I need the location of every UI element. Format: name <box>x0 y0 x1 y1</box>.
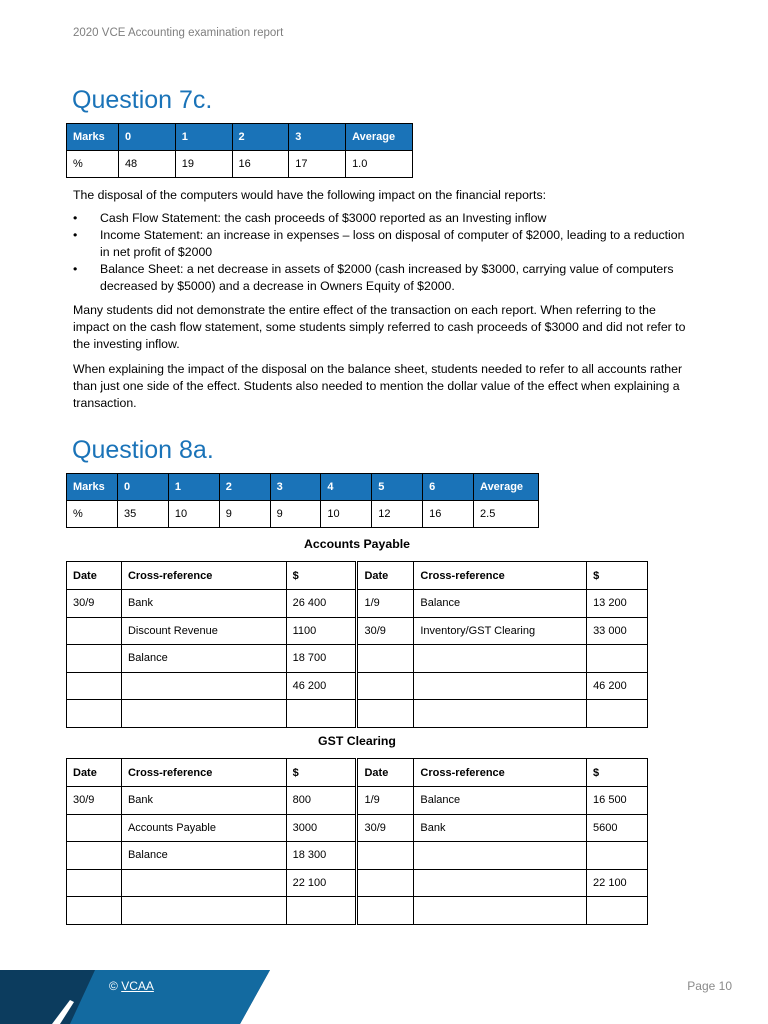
table-cell: Balance <box>414 590 587 618</box>
vcaa-link[interactable]: VCAA <box>121 979 154 993</box>
table-cell: 30/9 <box>67 590 122 618</box>
table-header-cell: 1 <box>168 474 219 501</box>
table-cell: Balance <box>414 787 587 815</box>
ledger-gst-clearing <box>66 758 648 925</box>
table-cell <box>67 645 122 673</box>
table-cell <box>121 700 286 728</box>
table-header-cell: 4 <box>321 474 372 501</box>
table-cell <box>414 645 587 673</box>
table-row <box>67 842 648 870</box>
table-cell: 3000 <box>286 814 357 842</box>
table-header-cell: Date <box>67 562 122 590</box>
table-cell <box>587 700 648 728</box>
table-cell: 46 200 <box>587 672 648 700</box>
table-cell: 9 <box>219 501 270 528</box>
page-number: Page 10 <box>687 979 732 993</box>
table-header-cell: Marks <box>67 474 118 501</box>
table-header-row <box>67 124 413 151</box>
table-cell <box>286 897 357 925</box>
table-cell: Discount Revenue <box>121 617 286 645</box>
table-header-cell: Average <box>474 474 539 501</box>
table-header-cell: Cross-reference <box>414 562 587 590</box>
table-cell: % <box>67 501 118 528</box>
table-row <box>67 897 648 925</box>
table-cell: 16 500 <box>587 787 648 815</box>
table-cell <box>357 842 414 870</box>
table-cell <box>357 897 414 925</box>
table-cell: 22 100 <box>587 869 648 897</box>
table-cell: Bank <box>121 590 286 618</box>
table-cell: 2.5 <box>474 501 539 528</box>
table-row <box>67 590 648 618</box>
table-header-row <box>67 474 539 501</box>
table-cell: 10 <box>321 501 372 528</box>
table-cell <box>357 869 414 897</box>
table-row <box>67 814 648 842</box>
list-item: • Cash Flow Statement: the cash proceeds of $3000 reported as an Investing inflow <box>73 210 693 227</box>
q8a-marks-table <box>66 473 539 528</box>
table-row <box>67 501 539 528</box>
table-header-cell: Marks <box>67 124 119 151</box>
table-cell <box>414 700 587 728</box>
table-cell: Balance <box>121 645 286 673</box>
q7c-bullet-list <box>73 210 693 295</box>
table-header-cell: 6 <box>423 474 474 501</box>
table-cell <box>67 842 122 870</box>
q7c-paragraph-2: When explaining the impact of the disposal on the balance sheet, students needed to refer to all accounts rather than just one side of the effect. Students also needed to mention the dollar value of the effect when explaining a transaction. <box>73 362 683 410</box>
table-header-cell: 0 <box>118 124 175 151</box>
table-cell <box>67 814 122 842</box>
table-cell: Accounts Payable <box>121 814 286 842</box>
table-cell <box>587 897 648 925</box>
ledger-title-gst-clearing: GST Clearing <box>318 734 396 748</box>
table-header-cell: Average <box>346 124 413 151</box>
table-cell: 48 <box>118 151 175 178</box>
table-cell: 46 200 <box>286 672 357 700</box>
list-item: • Balance Sheet: a net decrease in assets of $2000 (cash increased by $3000, carrying value of computers decreased by $5000) and a decrease in Owners Equity of $2000. <box>73 261 693 295</box>
list-item: • Income Statement: an increase in expenses – loss on disposal of computer of $2000, leading to a reduction in net profit of $2000 <box>73 227 693 261</box>
table-header-cell: 3 <box>270 474 321 501</box>
table-cell <box>357 645 414 673</box>
table-cell <box>121 897 286 925</box>
footer-banner-mid <box>70 970 270 1024</box>
table-cell <box>587 842 648 870</box>
table-header-cell: 3 <box>289 124 346 151</box>
table-cell <box>121 869 286 897</box>
table-header-cell: Cross-reference <box>121 562 286 590</box>
table-header-cell: Date <box>357 759 414 787</box>
table-row <box>67 700 648 728</box>
table-header-cell: 2 <box>219 474 270 501</box>
table-row <box>67 151 413 178</box>
table-cell: 30/9 <box>357 617 414 645</box>
ledger-title-accounts-payable: Accounts Payable <box>304 537 410 551</box>
table-header-cell: $ <box>587 759 648 787</box>
question-8a-title: Question 8a. <box>72 436 214 464</box>
question-7c-title: Question 7c. <box>72 86 213 114</box>
table-cell: 13 200 <box>587 590 648 618</box>
copyright-symbol: © <box>109 979 122 993</box>
table-header-cell: Date <box>357 562 414 590</box>
table-cell: 12 <box>372 501 423 528</box>
table-cell: 18 700 <box>286 645 357 673</box>
footer-copyright <box>109 979 154 993</box>
table-header-cell: Cross-reference <box>121 759 286 787</box>
table-cell <box>286 700 357 728</box>
table-header-cell: 0 <box>117 474 168 501</box>
table-cell: % <box>67 151 119 178</box>
table-row <box>67 787 648 815</box>
table-header-row <box>67 759 648 787</box>
table-cell: 30/9 <box>67 787 122 815</box>
q7c-marks-table <box>66 123 413 178</box>
table-header-cell: Cross-reference <box>414 759 587 787</box>
table-cell: 800 <box>286 787 357 815</box>
table-cell: 35 <box>117 501 168 528</box>
q7c-paragraph-1: Many students did not demonstrate the entire effect of the transaction on each report. When referring to the impact on the cash flow statement, some students simply referred to cash proceeds of $3000 and did not refer to the investing inflow. <box>73 303 686 351</box>
table-cell <box>67 897 122 925</box>
table-cell <box>67 617 122 645</box>
table-cell: 1/9 <box>357 590 414 618</box>
table-cell: 33 000 <box>587 617 648 645</box>
table-cell: 22 100 <box>286 869 357 897</box>
table-header-cell: $ <box>587 562 648 590</box>
ledger-accounts-payable <box>66 561 648 728</box>
table-cell: 10 <box>168 501 219 528</box>
table-row <box>67 645 648 673</box>
table-cell: 18 300 <box>286 842 357 870</box>
table-cell: 5600 <box>587 814 648 842</box>
table-cell: 26 400 <box>286 590 357 618</box>
table-cell: Bank <box>414 814 587 842</box>
table-header-cell: 2 <box>232 124 289 151</box>
table-header-cell: 5 <box>372 474 423 501</box>
table-cell: 1.0 <box>346 151 413 178</box>
table-header-cell: $ <box>286 562 357 590</box>
table-cell <box>414 869 587 897</box>
table-cell: Inventory/GST Clearing <box>414 617 587 645</box>
table-cell: 17 <box>289 151 346 178</box>
table-cell: 16 <box>423 501 474 528</box>
table-cell: 9 <box>270 501 321 528</box>
table-cell: 1100 <box>286 617 357 645</box>
table-cell <box>67 869 122 897</box>
table-cell <box>414 897 587 925</box>
table-row <box>67 617 648 645</box>
q7c-intro: The disposal of the computers would have the following impact on the financial reports: <box>73 188 547 202</box>
table-total-row <box>67 672 648 700</box>
table-cell: Balance <box>121 842 286 870</box>
table-cell <box>67 700 122 728</box>
table-cell: 30/9 <box>357 814 414 842</box>
table-cell <box>414 672 587 700</box>
table-cell <box>414 842 587 870</box>
table-cell <box>121 672 286 700</box>
table-total-row <box>67 869 648 897</box>
table-header-cell: 1 <box>175 124 232 151</box>
table-cell <box>357 672 414 700</box>
table-cell: 19 <box>175 151 232 178</box>
page-header: 2020 VCE Accounting examination report <box>73 27 284 39</box>
table-cell <box>587 645 648 673</box>
table-header-cell: Date <box>67 759 122 787</box>
table-cell <box>357 700 414 728</box>
table-header-cell: $ <box>286 759 357 787</box>
table-cell: 1/9 <box>357 787 414 815</box>
table-cell: Bank <box>121 787 286 815</box>
table-cell: 16 <box>232 151 289 178</box>
table-header-row <box>67 562 648 590</box>
table-cell <box>67 672 122 700</box>
